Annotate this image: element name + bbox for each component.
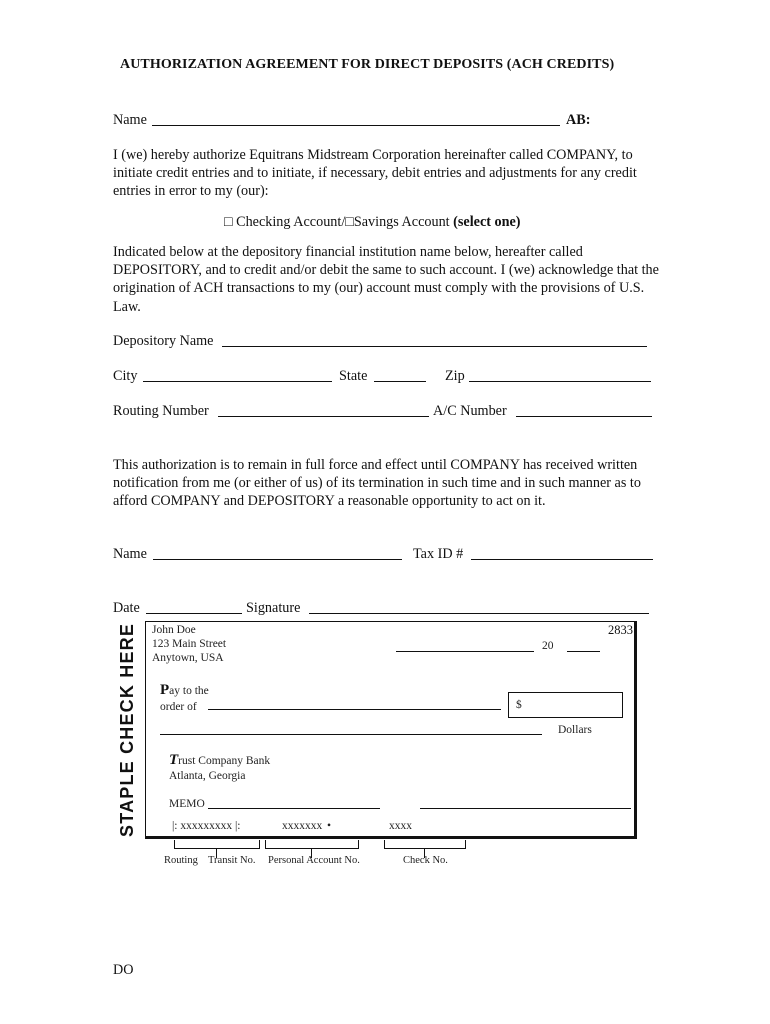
- routing-bracket: [174, 840, 260, 849]
- bank-initial: T: [169, 752, 179, 768]
- account-bracket: [265, 840, 359, 849]
- check-year: 20: [542, 640, 554, 652]
- city-label: City: [113, 368, 138, 384]
- dollar-sign: $: [516, 699, 522, 711]
- micr-account: xxxxxxx: [282, 820, 323, 832]
- routing-number-label: Routing Number: [113, 403, 209, 419]
- state-line[interactable]: [374, 381, 426, 382]
- zip-line[interactable]: [469, 381, 651, 382]
- legend-transit: Transit No.: [208, 855, 256, 866]
- pay-to-text: ay to the: [169, 685, 209, 697]
- zip-label: Zip: [445, 368, 465, 384]
- bank-city: Atlanta, Georgia: [169, 770, 246, 782]
- depository-name-label: Depository Name: [113, 333, 214, 349]
- check-date-line: [396, 651, 534, 652]
- authorize-paragraph: I (we) hereby authorize Equitrans Midstream Corporation hereinafter called COMPANY, to initiate credit entries and to initiate, if necessary, debit entries and adjustments for any credit entries in error to my (our):: [113, 147, 637, 200]
- check-number-bracket: [384, 840, 466, 849]
- legend-account: Personal Account No.: [268, 855, 360, 866]
- legend-routing: Routing: [164, 855, 198, 866]
- staple-check-here-label: STAPLE CHECK HERE: [117, 622, 137, 837]
- memo-line: [208, 808, 380, 809]
- checking-account-label: Checking Account/: [236, 214, 346, 230]
- savings-checkbox[interactable]: □: [345, 214, 354, 230]
- check-signature-line: [420, 808, 631, 809]
- name-input-line[interactable]: [152, 125, 560, 126]
- city-line[interactable]: [143, 381, 332, 382]
- date-label: Date: [113, 600, 140, 616]
- check-year-line: [567, 651, 600, 652]
- signature-label: Signature: [246, 600, 301, 616]
- bank-name-text: rust Company Bank: [178, 755, 271, 767]
- state-label: State: [339, 368, 368, 384]
- name-label: Name: [113, 112, 147, 128]
- payee-line: [208, 709, 501, 710]
- savings-account-label: Savings Account: [353, 214, 450, 230]
- indicated-paragraph: Indicated below at the depository financial institution name below, hereafter called DEPOSITORY, and to credit and/or debit the same to such account. I (we) acknowledge that the origination of ACH transactions to my (our) account must comply with the provisions of U.S. Law.: [113, 244, 659, 315]
- date-line[interactable]: [146, 613, 242, 614]
- legend-check: Check No.: [403, 855, 448, 866]
- tax-id-label: Tax ID #: [413, 546, 464, 562]
- document-title: AUTHORIZATION AGREEMENT FOR DIRECT DEPOSITS (ACH CREDITS): [120, 57, 615, 72]
- name2-line[interactable]: [153, 559, 402, 560]
- name2-label: Name: [113, 546, 147, 562]
- ac-number-line[interactable]: [516, 416, 652, 417]
- order-of-label: order of: [160, 701, 197, 713]
- amount-words-line: [160, 734, 542, 735]
- bank-name: [169, 753, 270, 768]
- payer-street: 123 Main Street: [152, 638, 227, 650]
- memo-label: MEMO: [169, 798, 205, 810]
- pay-to-initial: P: [160, 682, 170, 698]
- routing-number-line[interactable]: [218, 416, 429, 417]
- select-one-label: (select one): [453, 214, 521, 230]
- micr-dot: •: [327, 820, 332, 832]
- micr-routing: |: xxxxxxxxx |:: [172, 820, 241, 832]
- depository-name-line[interactable]: [222, 346, 647, 347]
- authorization-paragraph: This authorization is to remain in full force and effect until COMPANY has received written notification from me (or either of us) of its termination in such time and in such manner as to afford COMPANY and DEPOSITORY a reasonable opportunity to act on it.: [113, 457, 641, 510]
- check-number: 2833: [608, 623, 633, 637]
- account-type-selector: [224, 213, 521, 231]
- footer-code: DO: [113, 962, 134, 978]
- ac-number-label: A/C Number: [433, 403, 507, 419]
- payer-city: Anytown, USA: [152, 652, 224, 664]
- payer-name: John Doe: [152, 624, 196, 636]
- tax-id-line[interactable]: [471, 559, 653, 560]
- checking-checkbox[interactable]: □: [224, 214, 233, 230]
- amount-box: [508, 692, 623, 718]
- ab-label: AB:: [566, 112, 591, 128]
- signature-line[interactable]: [309, 613, 649, 614]
- dollars-label: Dollars: [558, 724, 592, 736]
- micr-check-number: xxxx: [389, 820, 412, 832]
- pay-to-label: [160, 683, 209, 698]
